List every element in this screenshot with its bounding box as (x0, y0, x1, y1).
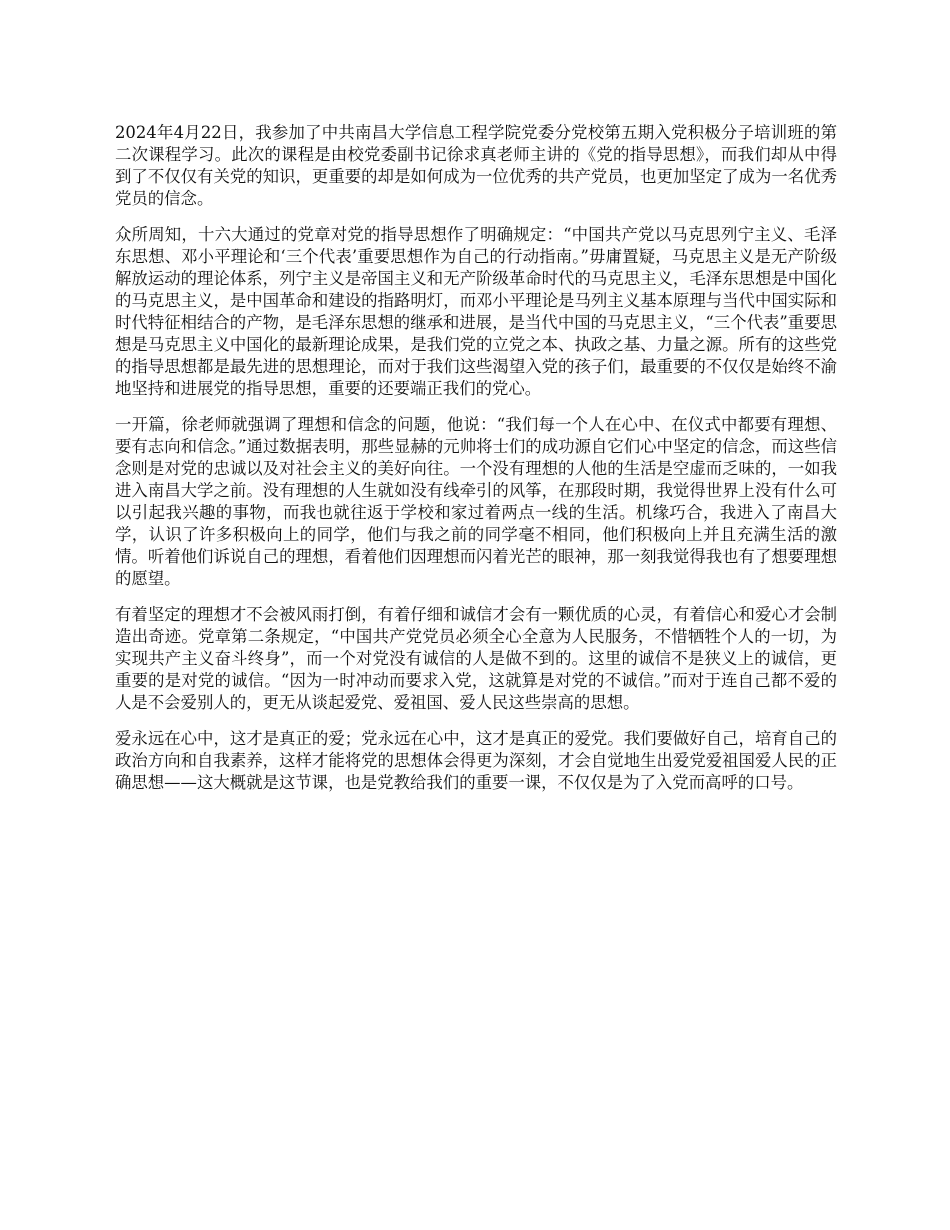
paragraph-2: 众所周知，十六大通过的党章对党的指导思想作了明确规定：“中国共产党以马克思列宁主义、毛泽东思想、邓小平理论和‘三个代表’重要思想作为自己的行动指南。”毋庸置疑，马克思主义是无产阶级解放运动的理论体系，列宁主义是帝国主义和无产阶级革命时代的马克思主义，毛泽东思想是中国化的马克思主义，是中国革命和建设的指路明灯，而邓小平理论是马列主义基本原理与当代中国实际和时代特征相结合的产物，是毛泽东思想的继承和进展，是当代中国的马克思主义，“三个代表”重要思想是马克思主义中国化的最新理论成果，是我们党的立党之本、执政之基、力量之源。所有的这些党的指导思想都是最先进的思想理论，而对于我们这些渴望入党的孩子们，最重要的不仅仅是始终不渝地坚持和进展党的指导思想，重要的还要端正我们的党心。 (115, 225, 837, 398)
paragraph-4: 有着坚定的理想才不会被风雨打倒，有着仔细和诚信才会有一颗优质的心灵，有着信心和爱心才会制造出奇迹。党章第二条规定，“中国共产党党员必须全心全意为人民服务，不惜牺牲个人的一切，为实现共产主义奋斗终身”，而一个对党没有诚信的人是做不到的。这里的诚信不是狭义上的诚信，更重要的是对党的诚信。“因为一时冲动而要求入党，这就算是对党的不诚信。”而对于连自己都不爱的人是不会爱别人的，更无从谈起爱党、爱祖国、爱人民这些崇高的思想。 (115, 605, 837, 712)
paragraph-1: 2024年4月22日，我参加了中共南昌大学信息工程学院党委分党校第五期入党积极分子培训班的第二次课程学习。此次的课程是由校党委副书记徐求真老师主讲的《党的指导思想》，而我们却从中得到了不仅仅有关党的知识，更重要的却是如何成为一位优秀的共产党员，也更加坚定了成为一名优秀党员的信念。 (115, 123, 837, 208)
document-body (115, 122, 837, 808)
paragraph-5: 爱永远在心中，这才是真正的爱；党永远在心中，这才是真正的爱党。我们要做好自己，培育自己的政治方向和自我素养，这样才能将党的思想体会得更为深刻，才会自觉地生出爱党爱祖国爱人民的正确思想——这大概就是这节课，也是党教给我们的重要一课，不仅仅是为了入党而高呼的口号。 (115, 729, 837, 792)
paragraph-3: 一开篇，徐老师就强调了理想和信念的问题，他说：“我们每一个人在心中、在仪式中都要有理想、要有志向和信念。”通过数据表明，那些显赫的元帅将士们的成功源自它们心中坚定的信念，而这些信念则是对党的忠诚以及对社会主义的美好向往。一个没有理想的人他的生活是空虚而乏味的，一如我进入南昌大学之前。没有理想的人生就如没有线牵引的风筝，在那段时期，我觉得世界上没有什么可以引起我兴趣的事物，而我也就往返于学校和家过着两点一线的生活。机缘巧合，我进入了南昌大学，认识了许多积极向上的同学，他们与我之前的同学毫不相同，他们积极向上并且充满生活的激情。听着他们诉说自己的理想，看着他们因理想而闪着光芒的眼神，那一刻我觉得我也有了想要理想的愿望。 (115, 415, 837, 588)
